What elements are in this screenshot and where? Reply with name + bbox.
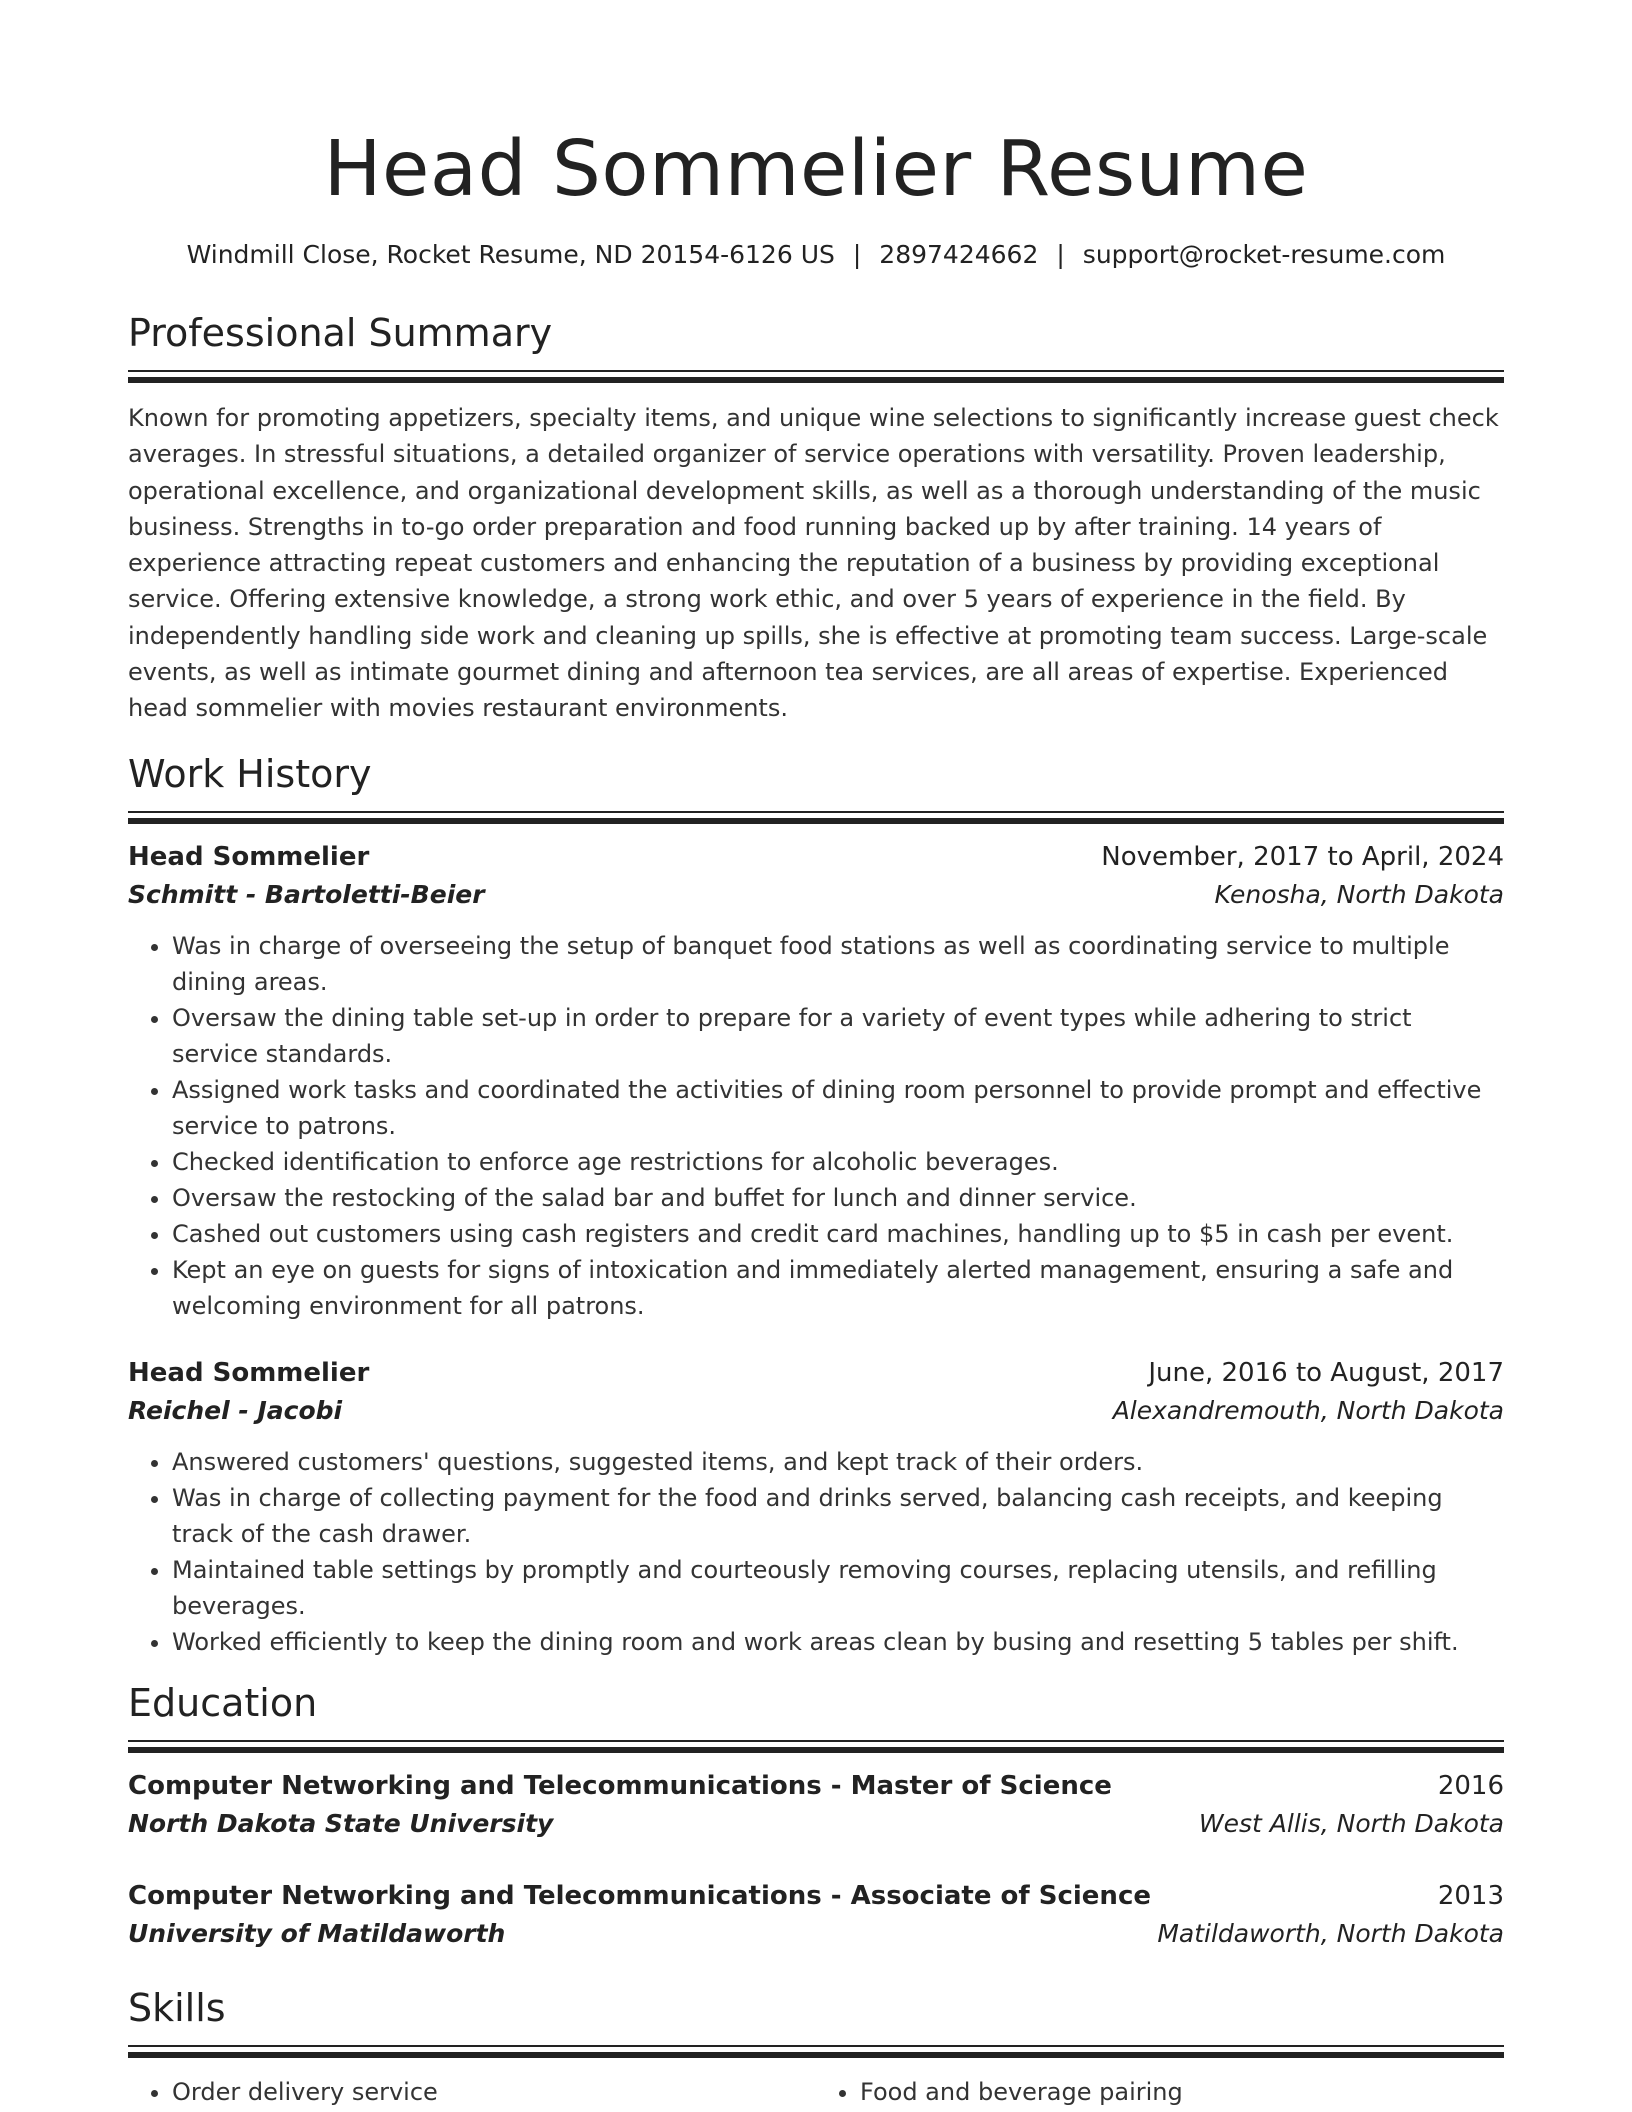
list-item: • Checked identification to enforce age restrictions for alcoholic beverages. bbox=[172, 1144, 1504, 1180]
job-dates: June, 2016 to August, 2017 bbox=[1148, 1357, 1504, 1388]
education-section bbox=[128, 1678, 1504, 1953]
list-item: • Kept an eye on guests for signs of intoxication and immediately alerted management, ensuring a safe and welcoming environment for all patrons. bbox=[172, 1252, 1504, 1324]
education-location: West Allis, North Dakota bbox=[1198, 1808, 1504, 1838]
contact-line bbox=[128, 238, 1504, 272]
summary-section bbox=[128, 308, 1504, 727]
education-subheader-row bbox=[128, 1805, 1504, 1843]
education-school: North Dakota State University bbox=[128, 1808, 554, 1838]
education-location: Matildaworth, North Dakota bbox=[1157, 1918, 1504, 1948]
education-header-row bbox=[128, 1767, 1504, 1805]
section-heading-summary: Professional Summary bbox=[128, 311, 553, 355]
job-entry bbox=[128, 838, 1504, 1324]
list-item: • Cashed out customers using cash registers and credit card machines, handling up to $5 in cash per event. bbox=[172, 1216, 1504, 1252]
education-school: University of Matildaworth bbox=[128, 1918, 506, 1948]
job-title: Head Sommelier bbox=[128, 841, 370, 872]
education-degree: Computer Networking and Telecommunications - Master of Science bbox=[128, 1770, 1112, 1801]
skills-column-right bbox=[816, 2074, 1504, 2110]
list-item: • Maintained table settings by promptly and courteously removing courses, replacing utensils, and refilling beverages. bbox=[172, 1552, 1504, 1624]
education-entry bbox=[128, 1767, 1504, 1843]
job-entry bbox=[128, 1354, 1504, 1660]
resume-page bbox=[128, 0, 1504, 2112]
contact-email: support@rocket-resume.com bbox=[1082, 240, 1446, 269]
contact-phone: 2897424662 bbox=[879, 240, 1039, 269]
section-heading-skills: Skills bbox=[128, 1985, 226, 2030]
job-employer: Reichel - Jacobi bbox=[128, 1395, 343, 1425]
skills-column-left bbox=[128, 2074, 816, 2110]
list-item: • Was in charge of collecting payment for the food and drinks served, balancing cash receipts, and keeping track of the cash drawer. bbox=[172, 1480, 1504, 1552]
contact-address: Windmill Close, Rocket Resume, ND 20154-6126 US bbox=[186, 240, 835, 269]
job-bullet-list bbox=[128, 1444, 1504, 1660]
job-subheader-row bbox=[128, 876, 1504, 914]
education-header-row bbox=[128, 1877, 1504, 1915]
list-item: • Oversaw the dining table set-up in order to prepare for a variety of event types while adhering to strict service standards. bbox=[172, 1000, 1504, 1072]
list-item: • Food and beverage pairing bbox=[860, 2074, 1504, 2110]
list-item: • Worked efficiently to keep the dining room and work areas clean by busing and resetting 5 tables per shift. bbox=[172, 1624, 1504, 1660]
job-location: Alexandremouth, North Dakota bbox=[1112, 1395, 1504, 1425]
job-location: Kenosha, North Dakota bbox=[1214, 879, 1504, 909]
job-subheader-row bbox=[128, 1392, 1504, 1430]
education-subheader-row bbox=[128, 1915, 1504, 1953]
section-heading-work: Work History bbox=[128, 751, 372, 796]
contact-separator: | bbox=[1056, 240, 1065, 269]
contact-separator: | bbox=[852, 240, 862, 269]
section-divider bbox=[128, 811, 1504, 824]
education-year: 2013 bbox=[1437, 1880, 1504, 1911]
skills-list bbox=[128, 2074, 1504, 2110]
job-dates: November, 2017 to April, 2024 bbox=[1101, 841, 1504, 872]
section-heading-education: Education bbox=[128, 1680, 318, 1725]
job-employer: Schmitt - Bartoletti-Beier bbox=[128, 879, 485, 909]
job-header-row bbox=[128, 1354, 1504, 1392]
list-item: • Oversaw the restocking of the salad bar and buffet for lunch and dinner service. bbox=[172, 1180, 1504, 1216]
job-bullet-list bbox=[128, 928, 1504, 1324]
work-history-section bbox=[128, 749, 1504, 1660]
education-entry bbox=[128, 1877, 1504, 1953]
list-item: • Order delivery service bbox=[172, 2074, 816, 2110]
list-item: • Answered customers' questions, suggested items, and kept track of their orders. bbox=[172, 1444, 1504, 1480]
list-item: • Was in charge of overseeing the setup of banquet food stations as well as coordinating service to multiple dining areas. bbox=[172, 928, 1504, 1000]
list-item: • Assigned work tasks and coordinated the activities of dining room personnel to provide prompt and effective service to patrons. bbox=[172, 1072, 1504, 1144]
summary-text: Known for promoting appetizers, specialty items, and unique wine selections to significantly increase guest check averages. In stressful situations, a detailed organizer of service operations with versatility. Proven leadership, operational excellence, and organizational development skills, as well as a thorough understanding of the music business. Strengths in to-go order preparation and food running backed up by after training. 14 years of experience attracting repeat customers and enhancing the reputation of a business by providing exceptional service. Offering extensive knowledge, a strong work ethic, and over 5 years of experience in the field. By independently handling side work and cleaning up spills, she is effective at promoting team success. Large-scale events, as well as intimate gourmet dining and afternoon tea services, are all areas of expertise. Experienced head sommelier with movies restaurant environments. bbox=[128, 404, 1499, 723]
section-divider bbox=[128, 1740, 1504, 1753]
education-year: 2016 bbox=[1437, 1770, 1504, 1801]
page-title: Head Sommelier Resume bbox=[323, 125, 1309, 214]
education-degree: Computer Networking and Telecommunications - Associate of Science bbox=[128, 1880, 1151, 1911]
section-divider bbox=[128, 2045, 1504, 2058]
job-header-row bbox=[128, 838, 1504, 876]
job-title: Head Sommelier bbox=[128, 1357, 370, 1388]
skills-section bbox=[128, 1983, 1504, 2110]
section-divider bbox=[128, 370, 1504, 383]
